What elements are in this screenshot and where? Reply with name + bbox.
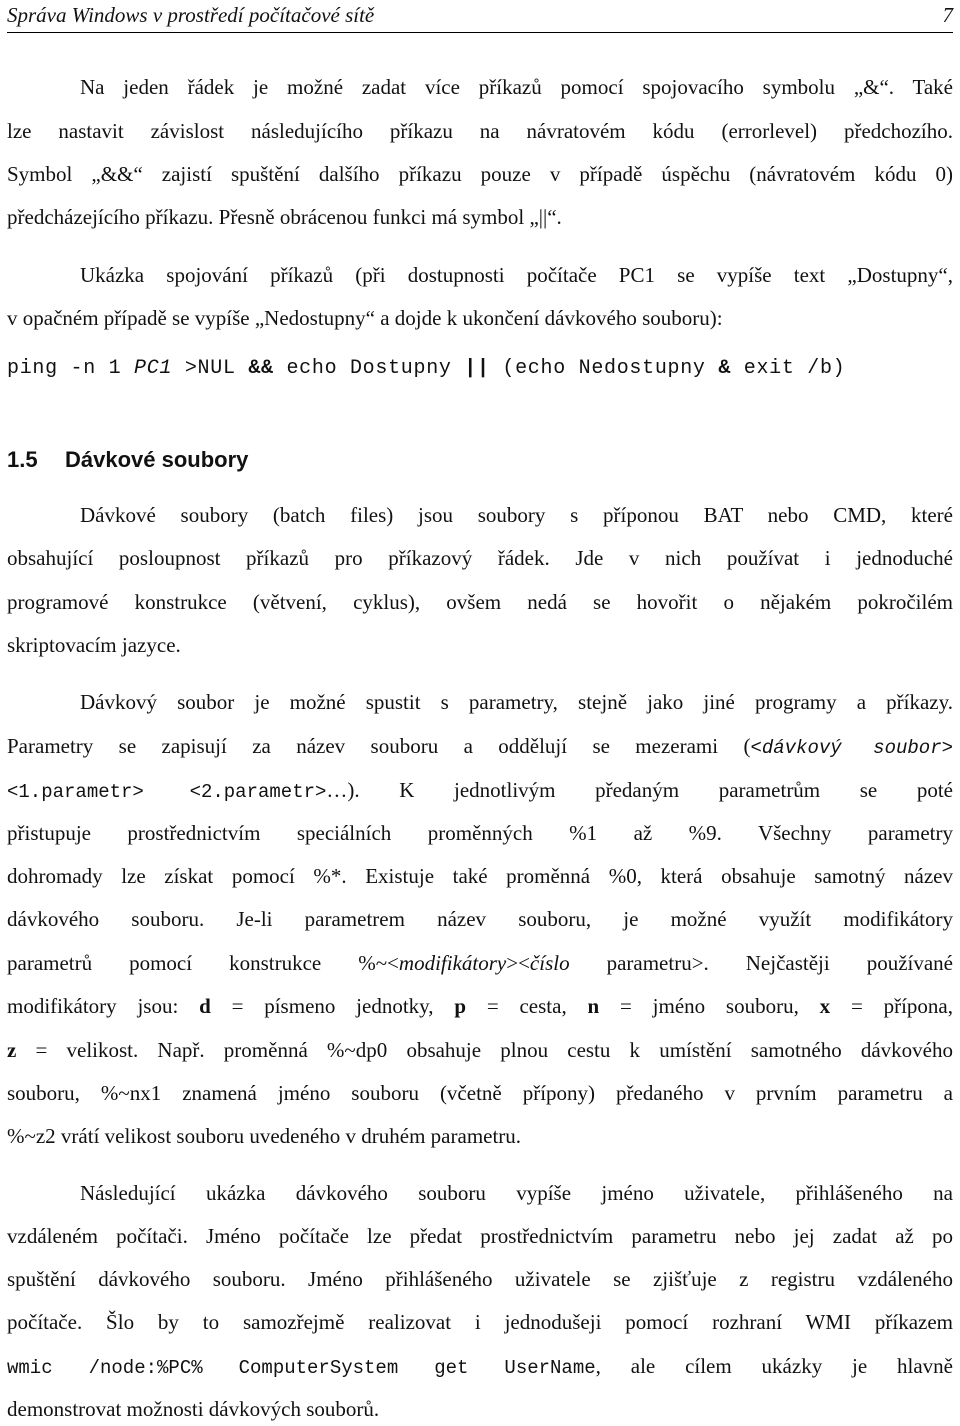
- paragraph-1-line-2: lze nastavit závislost následujícího příkazu na návratovém kódu (errorlevel) předchozího.: [7, 119, 953, 143]
- paragraph-4-line-11: %~z2 vrátí velikost souboru uvedeného v druhém parametru.: [7, 1124, 522, 1148]
- paragraph-4-text: ). K jednotlivým předaným parametrům se poté: [347, 778, 953, 802]
- paragraph-4-text: parametrů pomocí konstrukce %~<: [7, 951, 399, 975]
- paragraph-4-line-9: [7, 1035, 953, 1065]
- modifier-z: z: [7, 1038, 17, 1062]
- paragraph-4-line-1: Dávkový soubor je možné spustit s parametry, stejně jako jiné programy a příkazy.: [80, 690, 953, 714]
- paragraph-3-line-2: obsahující posloupnost příkazů pro příkazový řádek. Jde v nich používat i jednoduché: [7, 546, 953, 570]
- section-number: 1.5: [7, 447, 38, 472]
- parameter-placeholders: <1.parametr> <2.parametr>: [7, 781, 327, 803]
- cmd-part: echo Dostupny: [273, 357, 465, 380]
- modifier-d: d: [199, 994, 211, 1018]
- paragraph-1-line-1: Na jeden řádek je možné zadat více příkazů pomocí spojovacího symbolu „&“. Také: [80, 75, 953, 99]
- paragraph-4-line-2: [7, 731, 953, 761]
- cmd-part: exit /b): [731, 357, 846, 380]
- paragraph-2-line-1: Ukázka spojování příkazů (při dostupnosti počítače PC1 se vypíše text „Dostupny“,: [80, 263, 953, 287]
- section-title: Dávkové soubory: [65, 447, 249, 472]
- paragraph-5-line-1: Následující ukázka dávkového souboru vypíše jméno uživatele, přihlášeného na: [80, 1181, 953, 1205]
- paragraph-4-text: = přípona,: [830, 994, 953, 1018]
- cmd-computer-name: PC1: [134, 357, 173, 380]
- ellipsis: …: [326, 778, 348, 802]
- header-title: Správa Windows v prostředí počítačové sítě: [7, 3, 375, 27]
- paragraph-4-line-3: [7, 775, 953, 805]
- paragraph-5-line-2: vzdáleném počítači. Jméno počítače lze předat prostřednictvím parametru nebo jej zadat až po: [7, 1224, 953, 1248]
- page-number: 7: [942, 3, 953, 27]
- cmd-amp-operator: &: [718, 357, 732, 380]
- paragraph-4-text: Parametry se zapisují za název souboru a oddělují se mezerami (: [7, 734, 751, 758]
- cmd-part: >NUL: [172, 357, 249, 380]
- wmic-command: wmic /node:%PC% ComputerSystem get UserName: [7, 1357, 596, 1379]
- modifier-p: p: [454, 994, 467, 1018]
- paragraph-5-line-4: počítače. Šlo by to samozřejmě realizovat i jednodušeji pomocí rozhraní WMI příkazem: [7, 1310, 953, 1334]
- cmd-part: ping -n 1: [7, 357, 135, 380]
- paragraph-4-text: = jméno souboru,: [599, 994, 820, 1018]
- paragraph-4-text: parametru>. Nejčastěji používané: [569, 951, 954, 975]
- paragraph-5-line-5: [7, 1351, 953, 1381]
- paragraph-5-text: , ale cílem ukázky je hlavně: [595, 1354, 954, 1378]
- number-term: číslo: [529, 951, 570, 975]
- paragraph-4-line-4: přistupuje prostřednictvím speciálních proměnných %1 až %9. Všechny parametry: [7, 821, 953, 845]
- paragraph-4-line-7: [7, 948, 953, 978]
- paragraph-1-line-3: Symbol „&&“ zajistí spuštění dalšího příkazu pouze v případě úspěchu (návratovém kódu 0): [7, 162, 953, 186]
- cmd-and-operator: &&: [248, 357, 274, 380]
- paragraph-4-text: = velikost. Např. proměnná %~dp0 obsahuje plnou cestu k umístění samotného dávkového: [16, 1038, 953, 1062]
- batch-file-placeholder: <dávkový soubor>: [750, 737, 953, 759]
- paragraph-3-line-3: programové konstrukce (větvení, cyklus), ovšem nedá se hovořit o nějakém pokročilém: [7, 590, 953, 614]
- paragraph-4-text: ><: [506, 951, 530, 975]
- paragraph-4-line-8: [7, 991, 953, 1021]
- paragraph-2-line-2: v opačném případě se vypíše „Nedostupny“ a dojde k ukončení dávkového souboru):: [7, 306, 723, 330]
- paragraph-3-line-1: Dávkové soubory (batch files) jsou soubory s příponou BAT nebo CMD, které: [80, 503, 953, 527]
- cmd-part: (echo Nedostupny: [489, 357, 719, 380]
- modifiers-term: modifikátory: [398, 951, 507, 975]
- paragraph-4-line-6: dávkového souboru. Je-li parametrem název souboru, je možné využít modifikátory: [7, 907, 953, 931]
- paragraph-5-line-3: spuštění dávkového souboru. Jméno přihlášeného uživatele se zjišťuje z registru vzdáleného: [7, 1267, 953, 1291]
- command-example: [7, 354, 953, 384]
- modifier-x: x: [819, 994, 831, 1018]
- paragraph-1-line-4: předcházejícího příkazu. Přesně obrácenou funkci má symbol „||“.: [7, 205, 562, 229]
- modifier-n: n: [587, 994, 600, 1018]
- paragraph-4-text: = cesta,: [466, 994, 588, 1018]
- paragraph-4-line-5: dohromady lze získat pomocí %*. Existuje také proměnná %0, která obsahuje samotný název: [7, 864, 953, 888]
- paragraph-4-line-10: souboru, %~nx1 znamená jméno souboru (včetně přípony) předaného v prvním parametru a: [7, 1081, 953, 1105]
- paragraph-3-line-4: skriptovacím jazyce.: [7, 633, 181, 657]
- paragraph-4-text: modifikátory jsou:: [7, 994, 200, 1018]
- paragraph-5-line-6: demonstrovat možnosti dávkových souborů.: [7, 1397, 380, 1421]
- paragraph-4-text: = písmeno jednotky,: [210, 994, 455, 1018]
- section-heading: [7, 444, 248, 476]
- cmd-or-operator: ||: [464, 357, 490, 380]
- page-header: [7, 2, 953, 33]
